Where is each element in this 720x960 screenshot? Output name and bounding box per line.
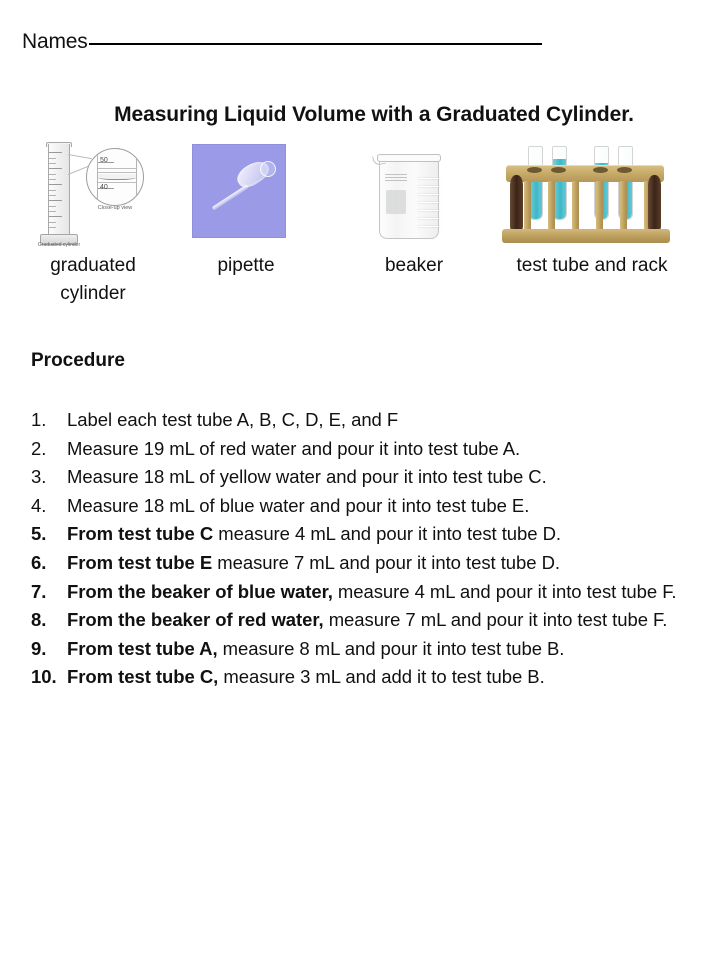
procedure-item-lead: From test tube C, (67, 666, 219, 688)
names-label: Names (22, 30, 88, 53)
beaker-art (373, 148, 445, 240)
procedure-item-number: 10. (31, 666, 57, 688)
procedure-item-lead: From test tube C (67, 523, 214, 545)
procedure-item-number: 7. (31, 580, 47, 602)
caption-graduated-cylinder: graduated cylinder (50, 255, 136, 304)
procedure-item-number: 9. (31, 637, 47, 659)
procedure-item-number: 6. (31, 551, 47, 573)
procedure-item-text: Measure 18 mL of yellow water and pour it into test tube C. (67, 466, 547, 488)
procedure-item (31, 635, 696, 664)
pipette-art (192, 144, 286, 238)
equipment-image-row (14, 142, 694, 252)
graduated-cylinder-art (22, 142, 172, 252)
procedure-item-text: Measure 19 mL of red water and pour it into test tube A. (67, 437, 521, 459)
procedure-item-text: Measure 18 mL of blue water and pour it into test tube E. (67, 494, 530, 516)
procedure-item-number: 4. (31, 494, 47, 516)
procedure-heading: Procedure (31, 350, 125, 371)
caption-pipette: pipette (217, 255, 275, 276)
equipment-caption-row (14, 252, 704, 308)
procedure-item-number: 8. (31, 609, 47, 631)
rack-base (502, 229, 670, 243)
test-tube-rack-art (502, 145, 672, 249)
caption-test-tube-and-rack: test tube and rack (516, 255, 668, 276)
procedure-item (31, 663, 696, 692)
procedure-item-lead: From test tube E (67, 551, 213, 573)
rack-top-rail (506, 165, 664, 182)
procedure-item (31, 435, 696, 464)
procedure-item-text: measure 7 mL and pour it into test tube D. (212, 551, 560, 573)
pipette-stem (212, 184, 249, 210)
procedure-item-lead: From the beaker of blue water, (67, 580, 333, 602)
procedure-item (31, 492, 696, 521)
procedure-item-number: 2. (31, 437, 47, 459)
names-field-row (22, 30, 542, 54)
procedure-item (31, 578, 696, 607)
procedure-list (31, 406, 696, 692)
caption-beaker: beaker (384, 255, 444, 276)
procedure-item-lead: From the beaker of red water, (67, 609, 324, 631)
procedure-item-text: measure 4 mL and pour it into test tube D. (213, 523, 562, 545)
procedure-item-number: 5. (31, 523, 47, 545)
procedure-item-text: Label each test tube A, B, C, D, E, and F (67, 409, 399, 430)
procedure-item-text: measure 3 mL and add it to test tube B. (218, 666, 545, 688)
test-tube-rack-image (494, 142, 694, 252)
procedure-item (31, 520, 696, 549)
procedure-item-text: measure 8 mL and pour it into test tube B. (217, 637, 565, 659)
procedure-item-lead: From test tube A, (67, 637, 218, 659)
pipette-image (192, 142, 312, 252)
procedure-item (31, 549, 696, 578)
procedure-item (31, 606, 696, 635)
procedure-item-number: 1. (31, 409, 47, 430)
cylinder-closeup-circle (86, 148, 144, 206)
beaker-label-patch (386, 190, 406, 214)
procedure-item-text: measure 7 mL and pour it into test tube F. (323, 609, 668, 631)
closeup-view-caption: Close-up view (97, 205, 133, 211)
rack-end-post (648, 175, 661, 233)
closeup-lower-value: 40 (100, 184, 108, 191)
procedure-item (31, 406, 696, 435)
names-blank-line[interactable] (89, 43, 542, 45)
graduated-cylinder-image (22, 142, 172, 252)
page-title: Measuring Liquid Volume with a Graduated Cylinder. (114, 103, 634, 126)
beaker-rim (377, 154, 441, 162)
procedure-item-number: 3. (31, 466, 47, 488)
rack-end-post (510, 175, 523, 233)
closeup-upper-value: 50 (100, 157, 108, 164)
cylinder-art-caption: Graduated cylinder (37, 242, 81, 248)
procedure-item-text: measure 4 mL and pour it into test tube F. (332, 580, 677, 602)
beaker-brand-mark (385, 174, 407, 183)
beaker-image (359, 142, 479, 252)
procedure-item (31, 463, 696, 492)
